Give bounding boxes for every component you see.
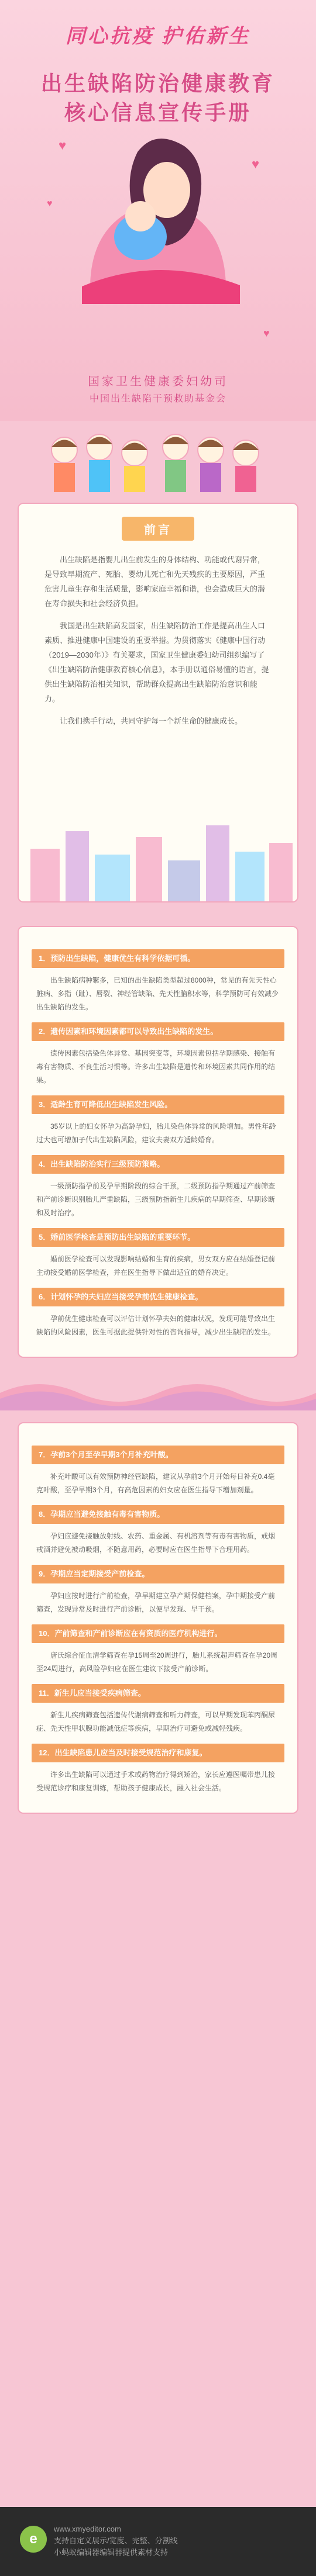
footer-text: [54, 2523, 178, 2558]
core-info-card-2: [18, 1422, 298, 1814]
heart-icon: ♥: [47, 199, 53, 209]
footer-url[interactable]: www.xmyeditor.com: [54, 2525, 121, 2533]
mother-baby-illustration: [67, 129, 249, 304]
section-body: 婚前医学检查可以发现影响结婚和生育的疾病，男女双方应在结婚登记前主动接受婚前医学检查，并在医生指导下做出适宜的婚育决定。: [36, 1255, 276, 1277]
title-line-1: 出生缺陷防治健康教育: [40, 71, 275, 95]
intro-paragraph: 我国是出生缺陷高发国家，出生缺陷防治工作是提高出生人口素质、推进健康中国建设的重要举措。为贯彻落实《健康中国行动（2019—2030年）》有关要求，国家卫生健康委妇幼司组织编写了《出生缺陷防治健康教育核心信息》，本手册以通俗易懂的语言，提供出生缺陷防治相关知识，帮助群众提高出生缺陷防治意识和能力。: [44, 621, 269, 703]
editor-logo-icon: e: [20, 2526, 47, 2553]
heart-icon: ♥: [252, 157, 260, 171]
section-title: 12．出生缺陷患儿应当及时接受规范治疗和康复。: [32, 1744, 284, 1762]
section-body: 一级预防指孕前及孕早期阶段的综合干预，二级预防指孕期通过产前筛查和产前诊断识别胎儿严重缺陷，三级预防指新生儿疾病的早期筛查、早期诊断和及时治疗。: [36, 1182, 276, 1217]
hero-slogan: 同心抗疫 护佑新生: [65, 26, 251, 47]
section-title: 3．适龄生育可降低出生缺陷发生风险。: [32, 1095, 284, 1114]
section-title: 1．预防出生缺陷，健康优生有科学依据可循。: [32, 949, 284, 968]
section-title: 9．孕期应当定期接受产前检查。: [32, 1565, 284, 1583]
organizer-line-2: 中国出生缺陷干预救助基金会: [89, 394, 226, 404]
core-info-card-1: [18, 926, 298, 1358]
section-body: 补充叶酸可以有效预防神经管缺陷，建议从孕前3个月开始每日补充0.4毫克叶酸，至孕早期3个月，有高危因素的妇女应在医生指导下增加剂量。: [36, 1472, 275, 1494]
intro-card: [18, 503, 298, 903]
section-body: 孕妇应避免接触放射线、农药、重金属、有机溶剂等有毒有害物质，戒烟戒酒并避免被动吸烟，不随意用药，必要时应在医生指导下合理用药。: [36, 1532, 276, 1554]
organizer: [0, 373, 316, 408]
section-title: 4．出生缺陷防治实行三级预防策略。: [32, 1155, 284, 1174]
section-body: 出生缺陷病种繁多，已知的出生缺陷类型超过8000种，常见的有先天性心脏病、多指（趾）、唇裂、神经管缺陷、先天性脑积水等，科学预防可有效减少出生缺陷的发生。: [36, 976, 279, 1011]
section-body: 孕妇应按时进行产前检查，孕早期建立孕产期保健档案，孕中期接受产前筛查，发现异常及时进行产前诊断，以便早发现、早干预。: [36, 1592, 276, 1613]
intro-badge: 前言: [122, 517, 194, 541]
section-body: 许多出生缺陷可以通过手术或药物治疗得到矫治，家长应遵医嘱带患儿接受规范诊疗和康复训练，帮助孩子健康成长，融入社会生活。: [36, 1771, 276, 1792]
footer-line-3: 小蚂蚁编辑器编辑器提供素材支持: [54, 2548, 169, 2557]
section-title: 5．婚前医学检查是预防出生缺陷的重要环节。: [32, 1228, 284, 1247]
page-title: [0, 69, 316, 127]
organizer-line-1: 国家卫生健康委妇幼司: [88, 375, 228, 388]
heart-icon: ♥: [263, 327, 270, 339]
section-body: 35岁以上的妇女怀孕为高龄孕妇，胎儿染色体异常的风险增加。男性年龄过大也可增加子代出生缺陷风险，建议夫妻双方适龄婚育。: [36, 1122, 276, 1144]
section-body: 新生儿疾病筛查包括遗传代谢病筛查和听力筛查，可以早期发现苯丙酮尿症、先天性甲状腺功能减低症等疾病，早期治疗可避免或减轻残疾。: [36, 1711, 276, 1733]
wave-divider: [0, 1370, 316, 1410]
children-illustration: [0, 421, 316, 497]
intro-paragraph: 出生缺陷是指婴儿出生前发生的身体结构、功能或代谢异常，是导致早期流产、死胎、婴幼儿死亡和先天残疾的主要原因，严重危害儿童生存和生活质量，影响家庭幸福和谐，也会造成巨大的潜在寿命损失和社会经济负担。: [44, 555, 266, 608]
footer-line-2: 支持自定义展示/宽度、完整、分割线: [54, 2536, 178, 2545]
section-title: 7．孕前3个月至孕早期3个月补充叶酸。: [32, 1446, 284, 1464]
section-title: 8．孕期应当避免接触有毒有害物质。: [32, 1505, 284, 1524]
section-title: 6．计划怀孕的夫妇应当接受孕前优生健康检查。: [32, 1288, 284, 1306]
section-body: 遗传因素包括染色体异常、基因突变等，环境因素包括孕期感染、接触有毒有害物质、不良生活习惯等。许多出生缺陷是遗传和环境因素共同作用的结果。: [36, 1049, 276, 1084]
section-title: 11．新生儿应当接受疾病筛查。: [32, 1684, 284, 1703]
section-body: 孕前优生健康检查可以评估计划怀孕夫妇的健康状况，发现可能导致出生缺陷的风险因素，医生可据此提供针对性的咨询指导，减少出生缺陷的发生。: [36, 1315, 276, 1336]
title-line-2: 核心信息宣传手册: [64, 101, 252, 125]
section-title: 10．产前筛查和产前诊断应在有资质的医疗机构进行。: [32, 1624, 284, 1643]
section-body: 唐氏综合征血清学筛查在孕15周至20周进行，胎儿系统超声筛查在孕20周至24周进行，高风险孕妇应在医生建议下接受产前诊断。: [36, 1651, 278, 1673]
city-skyline-illustration: [19, 814, 297, 901]
heart-icon: ♥: [59, 138, 67, 153]
intro-paragraph: 让我们携手行动，共同守护每一个新生命的健康成长。: [60, 717, 243, 725]
section-title: 2．遗传因素和环境因素都可以导致出生缺陷的发生。: [32, 1022, 284, 1041]
hero-banner: [0, 0, 316, 421]
footer: [0, 2507, 316, 2576]
